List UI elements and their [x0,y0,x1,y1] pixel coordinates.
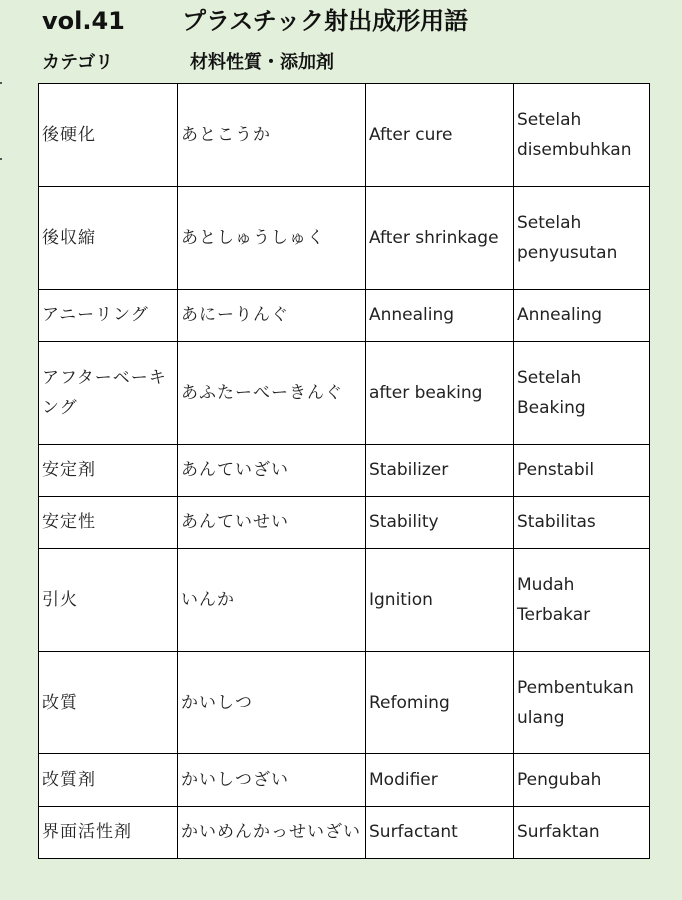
term-cell: 安定剤 [39,444,178,496]
indonesian-cell: Setelah disembuhkan [514,84,650,187]
term-cell: 引火 [39,548,178,651]
table-row [39,806,650,858]
table-row [39,289,650,341]
page-title: プラスチック射出成形用語 [182,7,469,35]
table-row [39,548,650,651]
indonesian-cell: Pembentukan ulang [514,651,650,754]
reading-cell: かいしつ [178,651,366,754]
term-cell: 界面活性剤 [39,806,178,858]
reading-cell: あふたーべーきんぐ [178,341,366,444]
indonesian-cell: Pengubah [514,754,650,806]
reading-cell: あにーりんぐ [178,289,366,341]
term-cell: 後収縮 [39,186,178,289]
english-cell: Ignition [366,548,514,651]
term-cell: アニーリング [39,289,178,341]
edge-mark [0,158,2,160]
indonesian-cell: Stabilitas [514,496,650,548]
indonesian-cell: Surfaktan [514,806,650,858]
indonesian-cell: Mudah Terbakar [514,548,650,651]
glossary-table-body [39,84,650,859]
edge-mark [0,82,2,84]
table-row [39,186,650,289]
english-cell: Surfactant [366,806,514,858]
english-cell: Refoming [366,651,514,754]
table-row [39,754,650,806]
table-row [39,651,650,754]
reading-cell: あんていざい [178,444,366,496]
volume-number: vol.41 [42,7,125,35]
table-row [39,341,650,444]
indonesian-cell: Setelah Beaking [514,341,650,444]
english-cell: after beaking [366,341,514,444]
indonesian-cell: Setelah penyusutan [514,186,650,289]
term-cell: 改質剤 [39,754,178,806]
english-cell: Annealing [366,289,514,341]
english-cell: Modifier [366,754,514,806]
reading-cell: かいめんかっせいざい [178,806,366,858]
reading-cell: かいしつざい [178,754,366,806]
english-cell: After shrinkage [366,186,514,289]
category-label: カテゴリ [42,52,114,73]
reading-cell: あとしゅうしゅく [178,186,366,289]
table-row [39,444,650,496]
glossary-table [38,83,650,859]
english-cell: Stabilizer [366,444,514,496]
indonesian-cell: Annealing [514,289,650,341]
term-cell: アフターベーキング [39,341,178,444]
english-cell: Stability [366,496,514,548]
term-cell: 改質 [39,651,178,754]
english-cell: After cure [366,84,514,187]
table-row [39,496,650,548]
term-cell: 後硬化 [39,84,178,187]
table-row [39,84,650,187]
reading-cell: いんか [178,548,366,651]
reading-cell: あんていせい [178,496,366,548]
reading-cell: あとこうか [178,84,366,187]
category-value: 材料性質・添加剤 [190,52,334,73]
indonesian-cell: Penstabil [514,444,650,496]
term-cell: 安定性 [39,496,178,548]
